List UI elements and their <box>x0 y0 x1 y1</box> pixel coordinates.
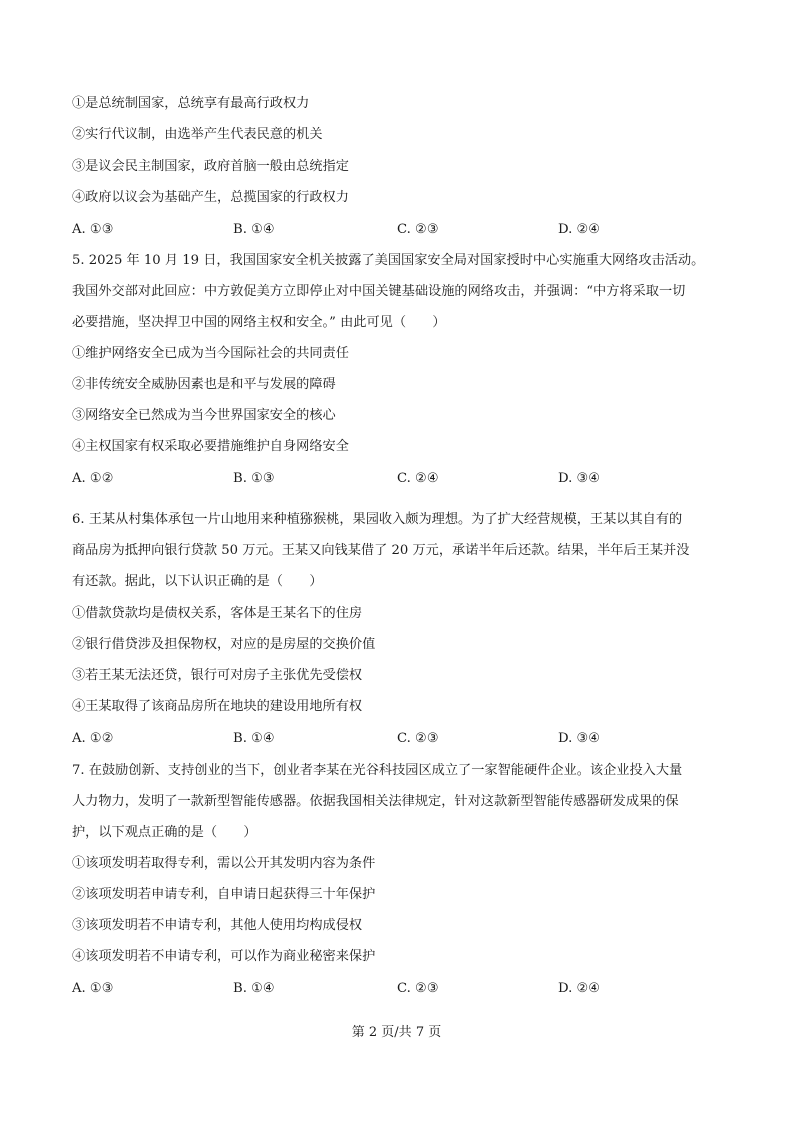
q7-item-2: ②该项发明若申请专利，自申请日起获得三十年保护 <box>72 887 376 902</box>
q6-option-b: B. ①④ <box>233 731 275 746</box>
q5-item-3: ③网络安全已然成为当今世界国家安全的核心 <box>72 408 336 423</box>
q5-option-c: C. ②④ <box>397 471 439 486</box>
q4-option-a: A. ①③ <box>72 222 114 237</box>
q6-stem-line-3: 有还款。据此，以下认识正确的是（ ） <box>72 574 323 589</box>
q7-option-c: C. ②③ <box>397 981 439 996</box>
q7-item-4: ④该项发明若不申请专利，可以作为商业秘密来保护 <box>72 949 376 964</box>
q7-item-3: ③该项发明若不申请专利，其他人使用均构成侵权 <box>72 918 363 933</box>
page-footer: 第 2 页/共 7 页 <box>351 1025 442 1040</box>
q6-item-2: ②银行借贷涉及担保物权，对应的是房屋的交换价值 <box>72 637 376 652</box>
q4-item-4: ④政府以议会为基础产生，总揽国家的行政权力 <box>72 190 349 205</box>
q7-option-d: D. ②④ <box>558 981 601 996</box>
q4-item-1: ①是总统制国家，总统享有最高行政权力 <box>72 96 310 111</box>
q5-item-2: ②非传统安全威胁因素也是和平与发展的障碍 <box>72 377 336 392</box>
q5-options <box>72 470 732 488</box>
q4-item-3: ③是议会民主制国家，政府首脑一般由总统指定 <box>72 159 349 174</box>
q7-option-a: A. ①③ <box>72 981 114 996</box>
q5-option-b: B. ①③ <box>233 471 275 486</box>
q4-option-d: D. ②④ <box>558 222 601 237</box>
q6-item-3: ③若王某无法还贷，银行可对房子主张优先受偿权 <box>72 668 363 683</box>
q4-option-c: C. ②③ <box>397 222 439 237</box>
q6-stem-line-1: 6. 王某从村集体承包一片山地用来种植猕猴桃，果园收入颇为理想。为了扩大经营规模，王某以其自有的 <box>72 512 683 527</box>
q4-options <box>72 221 732 239</box>
q6-item-1: ①借款贷款均是债权关系，客体是王某名下的住房 <box>72 606 363 621</box>
q5-stem-line-3: 必要措施，坚决捍卫中国的网络主权和安全。” 由此可见（ ） <box>72 315 446 330</box>
q6-stem-line-2: 商品房为抵押向银行贷款 50 万元。王某又向钱某借了 20 万元，承诺半年后还款。结果，半年后王某并没 <box>72 543 690 558</box>
q5-option-a: A. ①② <box>72 471 114 486</box>
q7-stem-line-2: 人力物力，发明了一款新型智能传感器。依据我国相关法律规定，针对这款新型智能传感器研发成果的保 <box>72 794 679 809</box>
q7-stem-line-1: 7. 在鼓励创新、支持创业的当下，创业者李某在光谷科技园区成立了一家智能硬件企业。该企业投入大量 <box>72 763 683 778</box>
q5-item-1: ①维护网络安全已成为当今国际社会的共同责任 <box>72 346 349 361</box>
q6-option-a: A. ①② <box>72 731 114 746</box>
q4-option-b: B. ①④ <box>233 222 275 237</box>
q4-item-2: ②实行代议制，由选举产生代表民意的机关 <box>72 127 323 142</box>
q6-options <box>72 730 732 748</box>
q7-item-1: ①该项发明若取得专利，需以公开其发明内容为条件 <box>72 856 376 871</box>
q6-option-d: D. ③④ <box>558 731 601 746</box>
q5-stem-line-1: 5. 2025 年 10 月 19 日，我国国家安全机关披露了美国国家安全局对国家授时中心实施重大网络攻击活动。 <box>72 253 705 268</box>
q7-stem-line-3: 护，以下观点正确的是（ ） <box>72 825 257 840</box>
q7-option-b: B. ①④ <box>233 981 275 996</box>
q7-options <box>72 980 732 998</box>
q5-option-d: D. ③④ <box>558 471 601 486</box>
q5-item-4: ④主权国家有权采取必要措施维护自身网络安全 <box>72 439 349 454</box>
q6-item-4: ④王某取得了该商品房所在地块的建设用地所有权 <box>72 699 363 714</box>
q5-stem-line-2: 我国外交部对此回应：中方敦促美方立即停止对中国关键基础设施的网络攻击，并强调：“中方将采取一切 <box>72 284 686 299</box>
q6-option-c: C. ②③ <box>397 731 439 746</box>
